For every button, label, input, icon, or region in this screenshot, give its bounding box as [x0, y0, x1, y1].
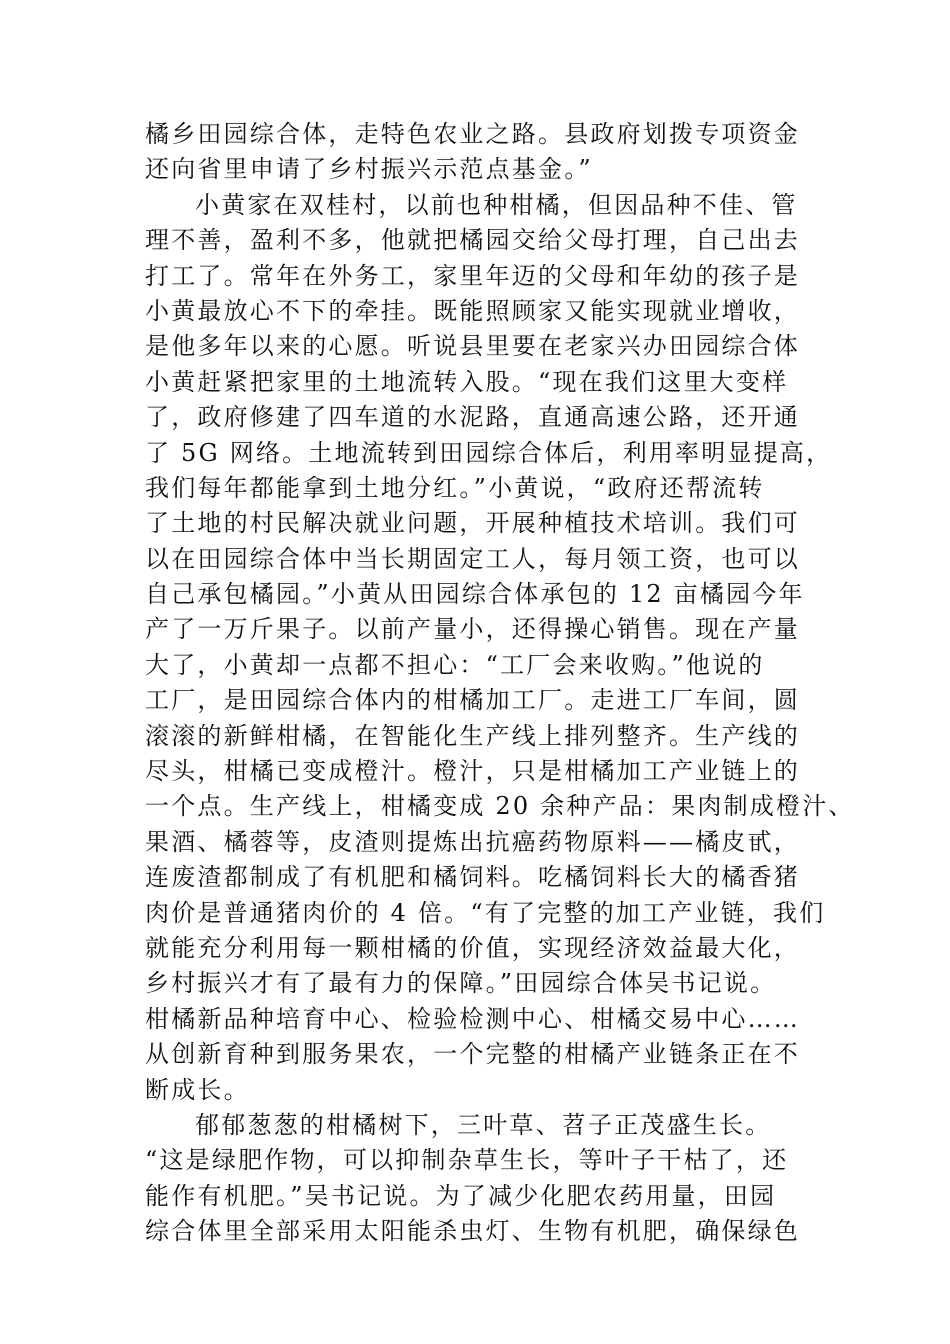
text-line: 能作有机肥。”吴书记说。为了减少化肥农药用量，田园 — [145, 1181, 777, 1210]
text-line: 小黄最放心不下的牵挂。既能照顾家又能实现就业增收， — [145, 296, 800, 325]
text-line: 断成长。 — [145, 1075, 250, 1104]
text-line: 以在田园综合体中当长期固定工人，每月领工资，也可以 — [145, 544, 800, 573]
text-line: 产了一万斤果子。以前产量小，还得操心销售。现在产量 — [145, 615, 800, 644]
text-line: 果酒、橘蓉等，皮渣则提炼出抗癌药物原料——橘皮甙， — [145, 827, 800, 856]
text-line: 滚滚的新鲜柑橘，在智能化生产线上排列整齐。生产线的 — [145, 721, 800, 750]
text-line: 肉价是普通猪肉价的 4 倍。“有了完整的加工产业链，我们 — [145, 898, 826, 927]
text-line: 就能充分利用每一颗柑橘的价值，实现经济效益最大化， — [145, 933, 800, 962]
text-line: 了，政府修建了四车道的水泥路，直通高速公路，还开通 — [145, 403, 800, 432]
text-line: 我们每年都能拿到土地分红。”小黄说，“政府还帮流转 — [145, 473, 765, 502]
text-line: 工厂，是田园综合体内的柑橘加工厂。走进工厂车间，圆 — [145, 686, 800, 715]
paragraph-start-line: 郁郁葱葱的柑橘树下，三叶草、苕子正茂盛生长。 — [195, 1110, 772, 1139]
text-line: 一个点。生产线上，柑橘变成 20 余种产品：果肉制成橙汁、 — [145, 792, 855, 821]
text-line: 橘乡田园综合体，走特色农业之路。县政府划拨专项资金 — [145, 120, 800, 148]
text-line: 自己承包橘园。”小黄从田园综合体承包的 12 亩橘园今年 — [145, 580, 805, 609]
text-line: 从创新育种到服务果农，一个完整的柑橘产业链条正在不 — [145, 1040, 800, 1069]
text-line: 乡村振兴才有了最有力的保障。”田园综合体吴书记说。 — [145, 969, 777, 998]
text-line: 尽头，柑橘已变成橙汁。橙汁，只是柑橘加工产业链上的 — [145, 757, 800, 786]
text-line: “这是绿肥作物，可以抑制杂草生长，等叶子干枯了，还 — [145, 1146, 789, 1175]
paragraph-start-line: 小黄家在双桂村，以前也种柑橘，但因品种不佳、管 — [195, 190, 798, 219]
text-line: 打工了。常年在外务工，家里年迈的父母和年幼的孩子是 — [145, 261, 800, 290]
text-line: 了 5G 网络。土地流转到田园综合体后，利用率明显提高， — [145, 438, 833, 467]
text-line: 是他多年以来的心愿。听说县里要在老家兴办田园综合体 — [145, 332, 800, 361]
text-line: 小黄赶紧把家里的土地流转入股。“现在我们这里大变样 — [145, 367, 789, 396]
text-line: 还向省里申请了乡村振兴示范点基金。” — [145, 155, 593, 184]
text-line: 综合体里全部采用太阳能杀虫灯、生物有机肥，确保绿色 — [145, 1217, 800, 1246]
text-line: 大了，小黄却一点都不担心：“工厂会来收购。”他说的 — [145, 650, 765, 679]
article-body — [145, 117, 855, 1250]
text-line: 连废渣都制成了有机肥和橘饲料。吃橘饲料长大的橘香猪 — [145, 863, 800, 892]
text-line: 理不善，盈利不多，他就把橘园交给父母打理，自己出去 — [145, 226, 800, 255]
text-line: 柑橘新品种培育中心、检验检测中心、柑橘交易中心…… — [145, 1004, 800, 1033]
text-line: 了土地的村民解决就业问题，开展种植技术培训。我们可 — [145, 509, 800, 538]
